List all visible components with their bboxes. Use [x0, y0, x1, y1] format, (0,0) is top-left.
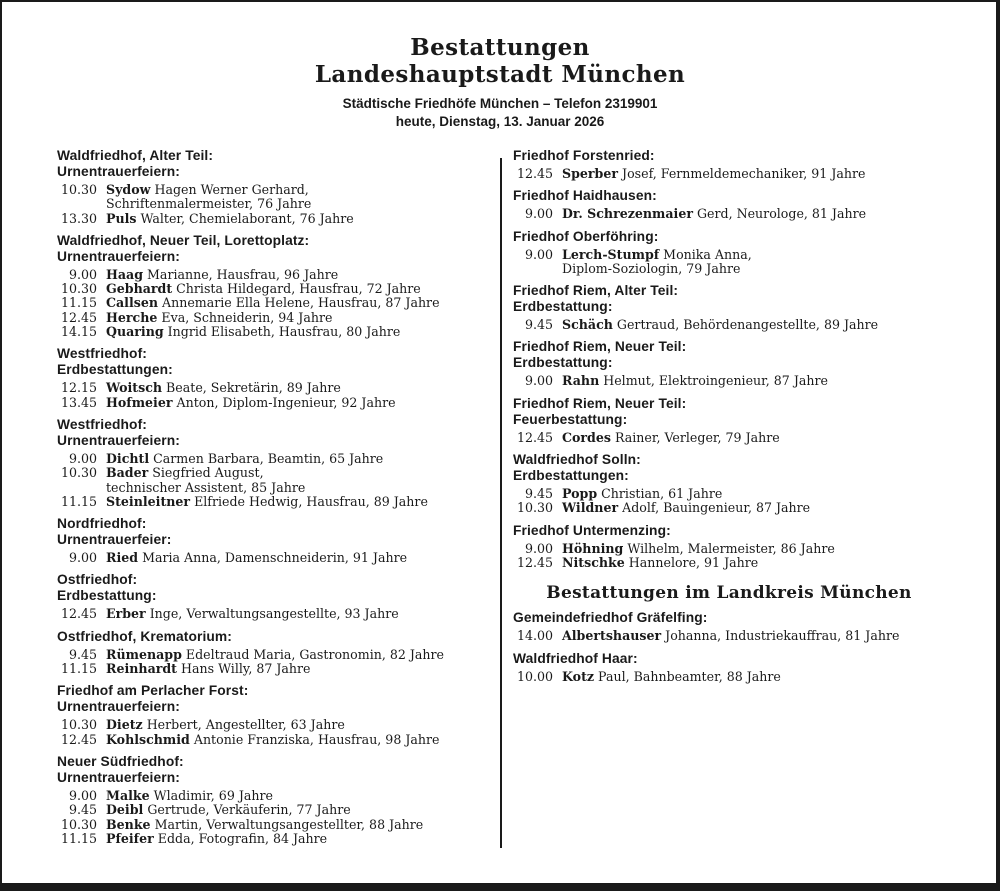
- cemetery-heading-line: Urnentrauerfeier:: [57, 532, 172, 548]
- funeral-entry: [513, 487, 945, 501]
- funeral-entry: [513, 374, 945, 388]
- entry-list: [513, 629, 945, 643]
- funeral-entry: [57, 832, 469, 846]
- entry-details: Hofmeier Anton, Diplom-Ingenieur, 92 Jahre: [106, 394, 396, 410]
- deceased-name: Sperber: [562, 166, 619, 181]
- cemetery-heading-line: Waldfriedhof Haar:: [513, 650, 638, 666]
- cemetery-heading-line: Ostfriedhof:: [57, 572, 138, 588]
- cemetery-heading: [513, 188, 945, 204]
- deceased-name: Deibl: [106, 802, 144, 818]
- deceased-name: Benke: [106, 816, 151, 832]
- cemetery-heading-line: Friedhof Riem, Alter Teil:: [513, 283, 679, 299]
- deceased-name: Höhning: [562, 540, 624, 556]
- entry-list: [57, 718, 469, 747]
- entry-details: Sydow Hagen Werner Gerhard, Schriftenmalermeister, 76 Jahre: [106, 182, 312, 212]
- entry-list: [57, 452, 469, 509]
- cemetery-section: [513, 452, 945, 516]
- entry-details: Malke Wladimir, 69 Jahre: [106, 787, 273, 803]
- entry-details: Kotz Paul, Bahnbeamter, 88 Jahre: [562, 668, 781, 684]
- cemetery-heading-line: Westfriedhof:: [57, 416, 147, 432]
- cemetery-heading-line: Urnentrauerfeiern:: [57, 164, 180, 179]
- cemetery-heading: [57, 346, 469, 378]
- cemetery-section: [57, 233, 469, 339]
- deceased-name: Puls: [106, 210, 137, 226]
- funeral-entry: [57, 212, 469, 226]
- entry-details: Dichtl Carmen Barbara, Beamtin, 65 Jahre: [106, 450, 384, 466]
- funeral-entry: [57, 818, 469, 832]
- cemetery-heading: [513, 523, 945, 539]
- entry-time: 11.15: [60, 661, 97, 677]
- cemetery-heading-line: Friedhof Forstenried:: [513, 148, 655, 163]
- funeral-entry: [57, 452, 469, 466]
- entry-details: Haag Marianne, Hausfrau, 96 Jahre: [106, 266, 339, 282]
- cemetery-heading-line: Friedhof Oberföhring:: [513, 228, 659, 244]
- entry-list: [513, 318, 945, 332]
- entry-time: 9.00: [524, 246, 553, 262]
- entry-details: Schäch Gertraud, Behördenangestellte, 89 Jahre: [562, 317, 879, 333]
- entry-list: [57, 607, 469, 621]
- entry-details: Albertshauser Johanna, Industriekauffrau, 81 Jahre: [562, 628, 900, 644]
- cemetery-heading-line: Erdbestattungen:: [57, 362, 173, 378]
- funeral-entry: [513, 318, 945, 332]
- page-title-line1: Bestattungen: [410, 34, 590, 61]
- deceased-name: Rümenapp: [106, 646, 182, 662]
- cemetery-heading-line: Erdbestattung:: [57, 588, 157, 604]
- deceased-name: Lerch-Stumpf: [562, 246, 660, 262]
- funeral-entry: [57, 662, 469, 676]
- funeral-entry: [513, 431, 945, 445]
- entry-details: Cordes Rainer, Verleger, 79 Jahre: [562, 429, 780, 445]
- entry-time: 10.00: [516, 668, 553, 684]
- deceased-name: Quaring: [106, 324, 164, 340]
- entry-time: 10.30: [60, 182, 97, 197]
- entry-list: [513, 374, 945, 388]
- cemetery-heading: [513, 283, 945, 315]
- entry-details: Popp Christian, 61 Jahre: [562, 486, 723, 502]
- cemetery-heading: [57, 683, 469, 715]
- deceased-name: Steinleitner: [106, 493, 191, 509]
- entry-list: [57, 648, 469, 677]
- cemetery-heading-line: Urnentrauerfeiern:: [57, 769, 180, 785]
- entry-details: Benke Martin, Verwaltungsangestellter, 88 Jahre: [106, 816, 424, 832]
- cemetery-heading-line: Friedhof am Perlacher Forst:: [57, 683, 249, 699]
- entry-time: 12.45: [60, 309, 97, 325]
- cemetery-heading: [57, 572, 469, 604]
- entry-details: Reinhardt Hans Willy, 87 Jahre: [106, 661, 311, 677]
- entry-time: 11.15: [60, 295, 97, 311]
- entry-time: 9.00: [68, 450, 97, 466]
- entry-list: [57, 789, 469, 846]
- entry-list: [513, 431, 945, 445]
- entry-time: 9.00: [524, 206, 553, 222]
- funeral-entry: [57, 183, 469, 212]
- entry-details: Nitschke Hannelore, 91 Jahre: [562, 554, 759, 570]
- funeral-entry: [57, 268, 469, 282]
- entry-time: 9.00: [524, 373, 553, 389]
- entry-list: [57, 183, 469, 226]
- funeral-entry: [57, 495, 469, 509]
- cemetery-heading-line: Urnentrauerfeiern:: [57, 432, 180, 448]
- funeral-entry: [57, 311, 469, 325]
- entry-time: 10.30: [60, 465, 97, 481]
- entry-details: Gebhardt Christa Hildegard, Hausfrau, 72 Jahre: [106, 281, 421, 297]
- left-column: [57, 148, 469, 846]
- cemetery-heading-line: Erdbestattung:: [513, 299, 613, 315]
- cemetery-heading: [57, 417, 469, 449]
- right-column: [513, 148, 945, 684]
- funeral-entry: [57, 296, 469, 310]
- cemetery-section: [513, 148, 945, 181]
- deceased-name: Ried: [106, 550, 139, 566]
- landkreis-section-title: Bestattungen im Landkreis München: [546, 583, 912, 604]
- deceased-name: Nitschke: [562, 554, 625, 570]
- deceased-name: Pfeifer: [106, 830, 154, 846]
- funeral-entry: [513, 629, 945, 643]
- entry-details: Erber Inge, Verwaltungsangestellte, 93 Jahre: [106, 606, 399, 622]
- cemetery-heading-line: Urnentrauerfeiern:: [57, 248, 180, 264]
- cemetery-section: [513, 651, 945, 684]
- cemetery-heading: [513, 396, 945, 428]
- entry-time: 12.15: [60, 380, 97, 396]
- entry-time: 13.45: [60, 394, 97, 410]
- cemetery-heading-line: Friedhof Untermenzing:: [513, 522, 671, 538]
- entry-details: Bader Siegfried August, technischer Assistent, 85 Jahre: [106, 465, 306, 495]
- deceased-name: Gebhardt: [106, 281, 173, 297]
- cemetery-heading-line: Erdbestattungen:: [513, 468, 629, 484]
- page-title-line2: Landeshauptstadt München: [314, 61, 686, 88]
- deceased-name: Sydow: [106, 182, 151, 197]
- funeral-entry: [57, 789, 469, 803]
- cemetery-heading-line: Neuer Südfriedhof:: [57, 753, 184, 769]
- entry-details: Höhning Wilhelm, Malermeister, 86 Jahre: [562, 540, 835, 556]
- entry-list: [513, 167, 945, 181]
- funeral-entry: [513, 207, 945, 221]
- deceased-name: Bader: [106, 465, 149, 481]
- funeral-entry: [513, 501, 945, 515]
- cemetery-heading: [57, 754, 469, 786]
- entry-time: 10.30: [60, 717, 97, 733]
- entry-details: Quaring Ingrid Elisabeth, Hausfrau, 80 Jahre: [106, 324, 401, 340]
- cemetery-heading-line: Urnentrauerfeiern:: [57, 699, 180, 715]
- cemetery-heading: [57, 516, 469, 548]
- entry-details: Deibl Gertrude, Verkäuferin, 77 Jahre: [106, 802, 351, 818]
- entry-details: Rahn Helmut, Elektroingenieur, 87 Jahre: [562, 373, 828, 389]
- entry-list: [513, 670, 945, 684]
- deceased-name: Haag: [106, 266, 144, 282]
- funeral-entry: [57, 396, 469, 410]
- cemetery-heading-line: Ostfriedhof, Krematorium:: [57, 628, 232, 644]
- deceased-name: Popp: [562, 486, 598, 502]
- cemetery-heading-line: Westfriedhof:: [57, 346, 147, 362]
- cemetery-heading-line: Friedhof Riem, Neuer Teil:: [513, 339, 687, 355]
- cemetery-section: [513, 610, 945, 643]
- entry-time: 14.00: [516, 628, 553, 644]
- deceased-name: Schäch: [562, 317, 613, 333]
- entry-details: Callsen Annemarie Ella Helene, Hausfrau, 87 Jahre: [106, 295, 440, 311]
- deceased-name: Callsen: [106, 295, 159, 311]
- deceased-name: Dichtl: [106, 450, 150, 466]
- funeral-entry: [57, 648, 469, 662]
- entry-time: 12.45: [60, 606, 97, 622]
- entry-time: 10.30: [60, 816, 97, 832]
- entry-time: 10.30: [516, 500, 553, 516]
- funeral-entry: [513, 248, 945, 277]
- funeral-entry: [57, 803, 469, 817]
- cemetery-heading: [57, 148, 469, 180]
- cemetery-section: [57, 629, 469, 677]
- cemetery-heading-line: Waldfriedhof, Neuer Teil, Lorettoplatz:: [57, 232, 310, 248]
- cemetery-section: [513, 523, 945, 571]
- funeral-entry: [57, 466, 469, 495]
- entry-time: 11.15: [60, 493, 97, 509]
- cemetery-heading-line: Waldfriedhof, Alter Teil:: [57, 148, 214, 163]
- cemetery-heading: [513, 651, 945, 667]
- page-subtitle: [0, 95, 1000, 130]
- cemetery-section: [513, 283, 945, 332]
- entry-time: 9.45: [68, 646, 97, 662]
- cemetery-section: [57, 346, 469, 410]
- cemetery-heading: [513, 229, 945, 245]
- cemetery-section: [57, 148, 469, 226]
- funeral-entry: [57, 718, 469, 732]
- cemetery-section: [513, 188, 945, 221]
- entry-details: Kohlschmid Antonie Franziska, Hausfrau, 98 Jahre: [106, 731, 440, 747]
- cemetery-heading: [57, 233, 469, 265]
- page-header: [0, 34, 1000, 130]
- column-divider-rule: [500, 158, 502, 848]
- cemetery-section: [513, 339, 945, 388]
- funeral-entry: [513, 542, 945, 556]
- entry-time: 12.45: [60, 731, 97, 747]
- entry-time: 9.00: [68, 266, 97, 282]
- funeral-entry: [57, 282, 469, 296]
- deceased-name: Herche: [106, 309, 158, 325]
- deceased-name: Cordes: [562, 429, 611, 445]
- funeral-entry: [57, 733, 469, 747]
- entry-time: 14.15: [60, 324, 97, 340]
- entry-time: 12.45: [516, 554, 553, 570]
- entry-details: Dr. Schrezenmaier Gerd, Neurologe, 81 Jahre: [562, 206, 867, 222]
- funeral-entry: [513, 556, 945, 570]
- entry-list: [513, 248, 945, 277]
- deceased-name: Malke: [106, 787, 150, 803]
- entry-list: [513, 487, 945, 516]
- cemetery-section: [57, 683, 469, 747]
- cemetery-heading: [513, 148, 945, 164]
- cemetery-heading-line: Friedhof Riem, Neuer Teil:: [513, 395, 687, 411]
- subtitle-date-line: heute, Dienstag, 13. Januar 2026: [395, 113, 605, 129]
- entry-details: Wildner Adolf, Bauingenieur, 87 Jahre: [562, 500, 811, 516]
- entry-time: 11.15: [60, 830, 97, 846]
- deceased-name: Rahn: [562, 373, 600, 389]
- entry-details: Lerch-Stumpf Monika Anna, Diplom-Soziologin, 79 Jahre: [562, 246, 752, 276]
- deceased-name: Kotz: [562, 668, 595, 684]
- entry-time: 10.30: [60, 281, 97, 297]
- entry-time: 9.00: [68, 550, 97, 566]
- funeral-entry: [57, 551, 469, 565]
- entry-time: 9.45: [524, 317, 553, 333]
- funeral-entry: [57, 381, 469, 395]
- deceased-name: Erber: [106, 606, 146, 622]
- entry-details: Sperber Josef, Fernmeldemechaniker, 91 Jahre: [562, 166, 866, 181]
- cemetery-heading-line: Nordfriedhof:: [57, 516, 147, 532]
- entry-details: Rümenapp Edeltraud Maria, Gastronomin, 82 Jahre: [106, 646, 445, 662]
- entry-list: [57, 551, 469, 565]
- entry-time: 9.00: [524, 540, 553, 556]
- entry-list: [513, 207, 945, 221]
- funeral-entry: [513, 167, 945, 181]
- cemetery-heading: [57, 629, 469, 645]
- entry-list: [513, 542, 945, 571]
- deceased-name: Reinhardt: [106, 661, 177, 677]
- cemetery-heading-line: Gemeindefriedhof Gräfelfing:: [513, 610, 708, 626]
- deceased-name: Dietz: [106, 717, 143, 733]
- cemetery-section: [513, 229, 945, 277]
- entry-details: Woitsch Beate, Sekretärin, 89 Jahre: [106, 380, 341, 396]
- cemetery-section: [57, 572, 469, 621]
- entry-time: 9.45: [68, 802, 97, 818]
- deceased-name: Albertshauser: [562, 628, 662, 644]
- entry-time: 13.30: [60, 210, 97, 226]
- entry-time: 12.45: [516, 429, 553, 445]
- entry-details: Herche Eva, Schneiderin, 94 Jahre: [106, 309, 333, 325]
- entry-time: 9.00: [68, 787, 97, 803]
- entry-details: Ried Maria Anna, Damenschneiderin, 91 Jahre: [106, 550, 408, 566]
- cemetery-section: [57, 754, 469, 846]
- cemetery-heading-line: Feuerbestattung:: [513, 411, 628, 427]
- cemetery-heading: [513, 452, 945, 484]
- cemetery-heading-line: Friedhof Haidhausen:: [513, 188, 657, 204]
- funeral-entry: [57, 325, 469, 339]
- deceased-name: Hofmeier: [106, 394, 173, 410]
- funeral-entry: [513, 670, 945, 684]
- entry-details: Steinleitner Elfriede Hedwig, Hausfrau, 89 Jahre: [106, 493, 428, 509]
- cemetery-heading-line: Erdbestattung:: [513, 355, 613, 371]
- entry-details: Dietz Herbert, Angestellter, 63 Jahre: [106, 717, 345, 733]
- cemetery-section: [57, 516, 469, 565]
- entry-time: 12.45: [516, 166, 553, 181]
- cemetery-heading-line: Waldfriedhof Solln:: [513, 452, 641, 468]
- deceased-name: Kohlschmid: [106, 731, 190, 747]
- funeral-entry: [57, 607, 469, 621]
- entry-list: [57, 268, 469, 339]
- subtitle-telephone-line: Städtische Friedhöfe München – Telefon 2319901: [342, 96, 658, 111]
- deceased-name: Dr. Schrezenmaier: [562, 206, 693, 222]
- entry-details: Pfeifer Edda, Fotografin, 84 Jahre: [106, 830, 328, 846]
- cemetery-heading: [513, 610, 945, 626]
- cemetery-section: [513, 396, 945, 445]
- cemetery-heading: [513, 339, 945, 371]
- deceased-name: Woitsch: [106, 380, 163, 396]
- entry-list: [57, 381, 469, 410]
- deceased-name: Wildner: [562, 500, 619, 516]
- entry-details: Puls Walter, Chemielaborant, 76 Jahre: [106, 210, 354, 226]
- entry-time: 9.45: [524, 486, 553, 502]
- cemetery-section: [57, 417, 469, 509]
